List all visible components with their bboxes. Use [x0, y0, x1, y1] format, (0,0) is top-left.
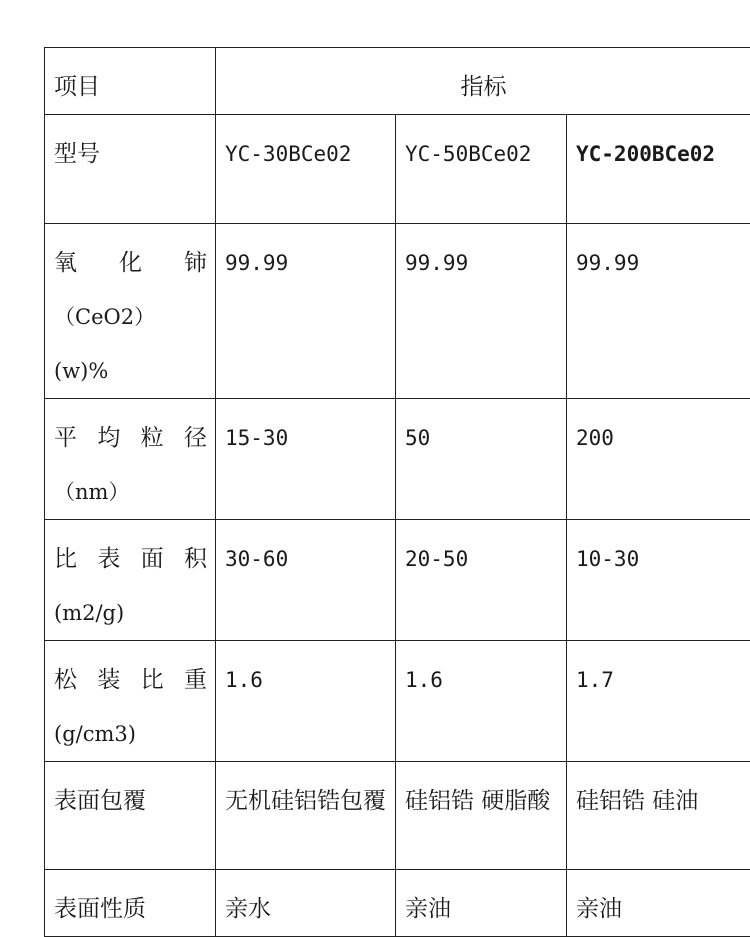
row-value: 1.6 — [225, 668, 263, 692]
table-row-surface-property — [45, 870, 750, 937]
table-row-surface-area — [45, 520, 750, 641]
row-label-cell — [45, 870, 216, 937]
row-value: 1.6 — [405, 668, 443, 692]
header-item-label: 项目 — [54, 74, 100, 100]
row-value: 1.7 — [576, 668, 614, 692]
header-spec-label: 指标 — [461, 74, 507, 100]
row-value: 10-30 — [576, 547, 639, 571]
row-label-line1: 表面包覆 — [54, 788, 146, 814]
header-item-cell — [45, 48, 216, 115]
model-label: 型号 — [54, 141, 100, 167]
row-value: 无机硅铝锆包覆 — [225, 788, 386, 814]
row-label-cell — [45, 641, 216, 762]
row-label-cell — [45, 399, 216, 520]
row-value-cell — [567, 224, 750, 399]
table-row-bulk-density — [45, 641, 750, 762]
row-value-cell — [396, 399, 567, 520]
row-value-cell — [216, 399, 396, 520]
row-value-cell — [396, 870, 567, 937]
row-value: 15-30 — [225, 426, 288, 450]
table-row-particle-size — [45, 399, 750, 520]
row-value: 亲油 — [576, 896, 622, 922]
row-label-line1: 比 表 面 积 — [54, 532, 207, 586]
model-cell-b — [396, 115, 567, 224]
row-value-cell — [216, 870, 396, 937]
row-value: 99.99 — [225, 251, 288, 275]
row-label-line2: (g/cm3) — [54, 722, 136, 746]
table-row-ceo2 — [45, 224, 750, 399]
header-spec-cell — [216, 48, 750, 115]
row-label-cell — [45, 762, 216, 870]
table-header-row — [45, 48, 750, 115]
row-value-cell — [396, 224, 567, 399]
row-value-cell — [567, 399, 750, 520]
row-value-cell — [567, 641, 750, 762]
row-value-cell — [567, 762, 750, 870]
row-value-cell — [567, 870, 750, 937]
row-label-line1: 氧 化 铈 — [54, 236, 207, 290]
row-value: 99.99 — [576, 251, 639, 275]
row-label-cell — [45, 520, 216, 641]
row-value: 硅铝锆 硅油 — [576, 788, 698, 814]
row-label: 表面性质 — [54, 896, 146, 922]
row-value: 亲油 — [405, 896, 451, 922]
model-value-b: YC-50BCe02 — [405, 142, 531, 166]
row-value-cell — [216, 762, 396, 870]
row-label-line1: 平 均 粒 径 — [54, 411, 207, 465]
row-value: 200 — [576, 426, 614, 450]
row-value: 20-50 — [405, 547, 468, 571]
model-label-cell — [45, 115, 216, 224]
row-value: 99.99 — [405, 251, 468, 275]
model-value-a: YC-30BCe02 — [225, 142, 351, 166]
row-label-line2: （CeO2）(w)% — [54, 305, 155, 383]
row-value-cell — [216, 520, 396, 641]
table-row-model — [45, 115, 750, 224]
spec-table — [44, 47, 750, 937]
row-value-cell — [396, 520, 567, 641]
row-value: 亲水 — [225, 896, 271, 922]
row-value-cell — [396, 641, 567, 762]
model-cell-c — [567, 115, 750, 224]
row-label-line1: 松 装 比 重 — [54, 653, 207, 707]
row-value: 硅铝锆 硬脂酸 — [405, 788, 550, 814]
model-value-c: YC-200BCe02 — [576, 142, 715, 166]
row-value: 30-60 — [225, 547, 288, 571]
row-label-cell — [45, 224, 216, 399]
row-value-cell — [216, 641, 396, 762]
row-value-cell — [567, 520, 750, 641]
row-label-line2: （nm） — [54, 480, 129, 504]
row-value-cell — [216, 224, 396, 399]
table-row-surface-coating — [45, 762, 750, 870]
model-cell-a — [216, 115, 396, 224]
row-value-cell — [396, 762, 567, 870]
row-value: 50 — [405, 426, 430, 450]
row-label-line2: (m2/g) — [54, 601, 124, 625]
